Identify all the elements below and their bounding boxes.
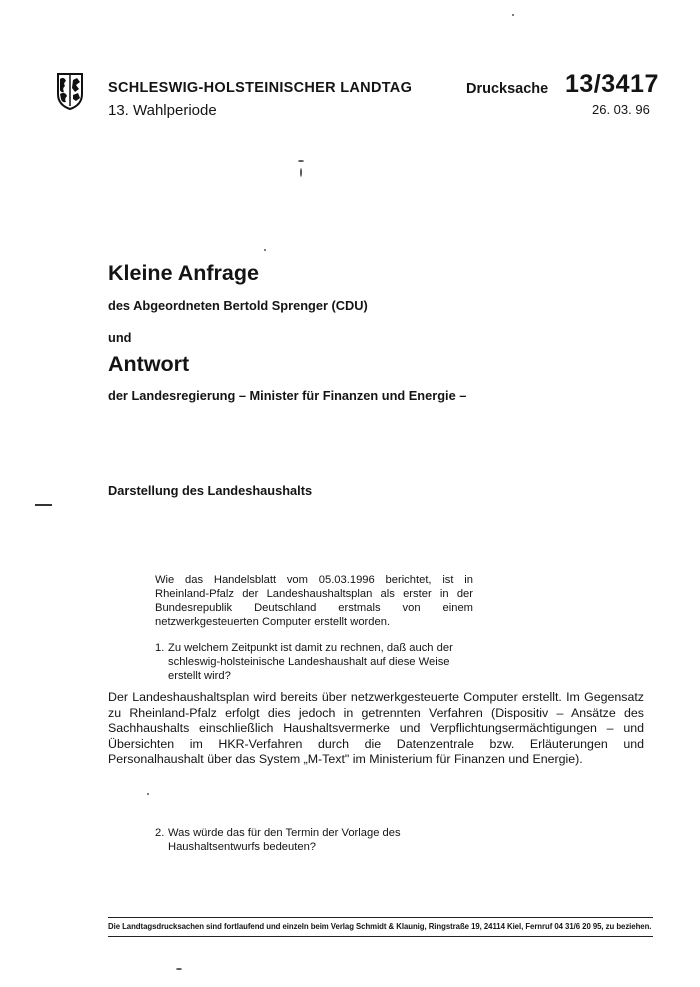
scan-speck — [300, 168, 302, 177]
question-item — [155, 641, 485, 683]
scan-speck — [264, 249, 266, 251]
drucksache-label: Drucksache — [466, 81, 549, 97]
question-number: 1. — [155, 642, 165, 654]
scan-speck — [147, 793, 149, 795]
subject-line: Darstellung des Landeshaushalts — [108, 483, 313, 498]
footer-rule-top — [108, 917, 653, 918]
question-intro: Wie das Handelsblatt vom 05.03.1996 berichtet, ist in Rheinland-Pfalz der Landeshaushaltsplan als erster in der Bundesrepublik Deutschland erstmals von einem netzwerkgesteuerten Computer erstellt worden. — [155, 574, 473, 628]
government-ministry: der Landesregierung – Minister für Finanzen und Energie – — [108, 388, 467, 403]
member-of-parliament: des Abgeordneten Bertold Sprenger (CDU) — [108, 298, 368, 313]
scan-speck — [512, 14, 514, 16]
question-item — [155, 826, 490, 854]
heading-kleine-anfrage: Kleine Anfrage — [108, 261, 259, 285]
scan-speck — [298, 160, 304, 162]
question-text: Was würde das für den Termin der Vorlage des Haushaltsentwurfs bedeuten? — [168, 827, 401, 853]
conjunction-und: und — [108, 330, 132, 345]
legislative-period: 13. Wahlperiode — [108, 102, 217, 119]
footer-rule-bottom — [108, 936, 653, 937]
answer-paragraph: Der Landeshaushaltsplan wird bereits über netzwerkgesteuerte Computer erstellt. Im Gegensatz zu Rheinland-Pfalz erfolgt dies jedoch in getrennten Verfahren (Dispositiv – Ansätze des Sachhaushalts einschließlich Haushaltsvermerke und Verpflichtungsermächtigungen – und Übersichten im HKR-Verfahren durch die Datenzentrale bzw. Erläuterungen und Personalhaushalt über das System „M-Text" im Ministerium für Finanzen und Energie). — [108, 690, 644, 766]
question-number: 2. — [155, 827, 165, 839]
footer-note: Die Landtagsdrucksachen sind fortlaufend und einzeln beim Verlag Schmidt & Klaunig, Ringstraße 19, 24114 Kiel, Fernruf 04 31/6 20 95, zu beziehen. — [108, 922, 652, 931]
heading-antwort: Antwort — [108, 352, 190, 376]
document-date: 26. 03. 96 — [592, 102, 650, 117]
margin-mark — [35, 504, 52, 506]
question-text: Zu welchem Zeitpunkt ist damit zu rechnen, daß auch der schleswig-holsteinische Landeshaushalt auf diese Weise erstellt wird? — [168, 642, 453, 682]
parliament-name: SCHLESWIG-HOLSTEINISCHER LANDTAG — [108, 80, 413, 96]
scan-speck — [176, 968, 182, 970]
drucksache-number: 13/3417 — [565, 70, 659, 98]
state-coat-of-arms-icon — [56, 72, 84, 110]
